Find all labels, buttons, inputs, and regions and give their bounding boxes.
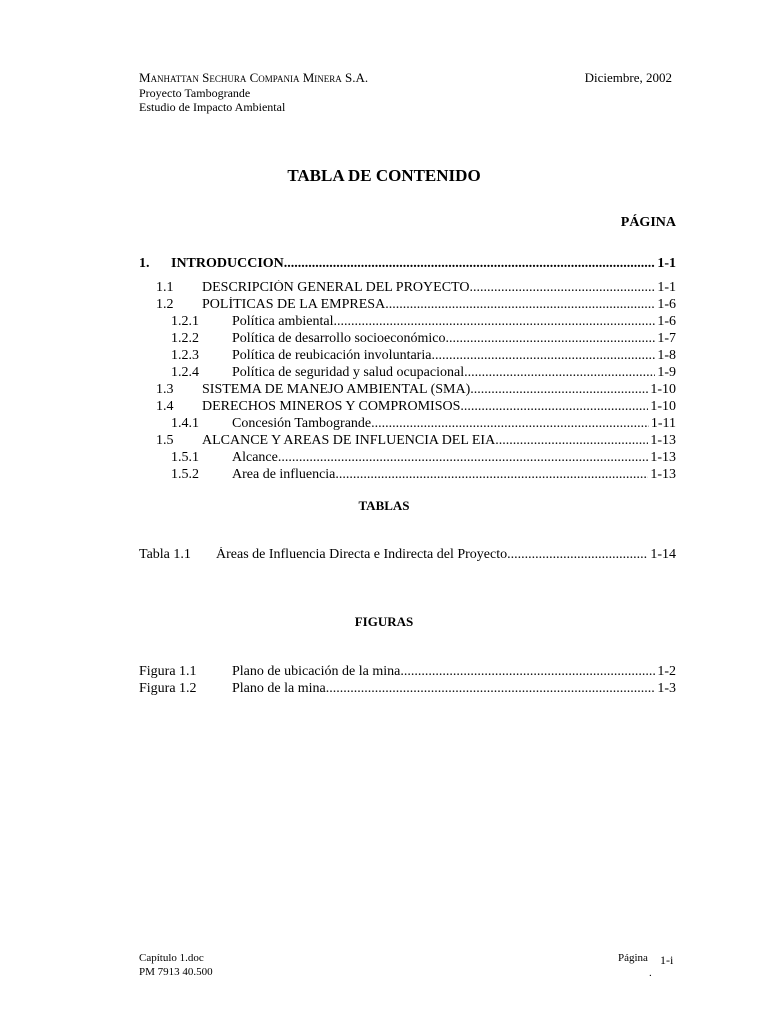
toc-entry <box>0 348 768 366</box>
toc-entry-title: DERECHOS MINEROS Y COMPROMISOS <box>202 399 461 414</box>
company-name-part: Compania <box>249 70 303 85</box>
toc-entry-page: 1-8 <box>657 348 676 363</box>
footer-page-label: Página <box>618 952 648 964</box>
toc-entry-title: ALCANCE Y AREAS DE INFLUENCIA DEL EIA <box>202 433 496 448</box>
toc-entry-title: Política de desarrollo socioeconómico <box>232 331 446 346</box>
toc-entry-leader <box>445 331 655 347</box>
toc-entry <box>0 382 768 400</box>
toc-entry <box>0 314 768 332</box>
figura-entry-title: Plano de la mina <box>232 681 326 696</box>
toc-entry-leader <box>464 365 655 381</box>
toc-entry <box>0 365 768 383</box>
toc-entry-leader <box>278 450 648 466</box>
toc-entry-leader <box>470 382 648 398</box>
toc-entry-number: 1.5.2 <box>171 467 199 482</box>
figuras-heading: FIGURAS <box>354 614 414 629</box>
toc-entry-page: 1-10 <box>650 382 676 397</box>
toc-entry-leader <box>495 433 648 449</box>
tabla-entry-number: Tabla 1.1 <box>139 547 191 562</box>
toc-entry-leader <box>385 297 655 313</box>
toc-entry-number: 1.2.1 <box>171 314 199 329</box>
footer-code: PM 7913 40.500 <box>139 966 213 978</box>
toc-entry <box>0 280 768 298</box>
pagina-column-heading: PÁGINA <box>620 215 676 230</box>
study-name: Estudio de Impacto Ambiental <box>139 100 286 114</box>
toc-entry-title: Concesión Tambogrande <box>232 416 372 431</box>
toc-entry-title: Alcance <box>232 450 278 465</box>
toc-entry-number: 1.1 <box>156 280 174 295</box>
toc-entry <box>0 297 768 315</box>
toc-entry-page: 1-10 <box>650 399 676 414</box>
toc-entry-page: 1-7 <box>657 331 676 346</box>
figura-entry-number: Figura 1.1 <box>139 664 197 679</box>
toc-entry-number: 1.2.2 <box>171 331 199 346</box>
toc-entry-title: Area de influencia <box>232 467 336 482</box>
toc-entry-title: POLÍTICAS DE LA EMPRESA <box>202 297 386 312</box>
company-name-part: Minera S.A. <box>302 70 369 85</box>
toc-entry-title: DESCRIPCIÓN GENERAL DEL PROYECTO <box>202 280 470 295</box>
toc-entry-page: 1-6 <box>657 314 676 329</box>
toc-entry <box>0 331 768 349</box>
toc-entry-page: 1-11 <box>650 416 676 431</box>
figura-entry <box>0 664 768 682</box>
toc-entry <box>0 256 768 274</box>
toc-entry <box>0 433 768 451</box>
toc-entry-page: 1-13 <box>650 450 676 465</box>
document-date: Diciembre, 2002 <box>584 70 672 85</box>
toc-entry-leader <box>431 348 655 364</box>
toc-entry-leader <box>335 467 648 483</box>
toc-entry-title: SISTEMA DE MANEJO AMBIENTAL (SMA) <box>202 382 471 397</box>
toc-entry-number: 1.4.1 <box>171 416 199 431</box>
toc-entry-leader <box>469 280 655 296</box>
company-name <box>139 70 368 85</box>
toc-entry-page: 1-9 <box>657 365 676 380</box>
toc-entry-title: Política ambiental <box>232 314 334 329</box>
toc-entry-number: 1. <box>139 256 150 271</box>
toc-entry-page: 1-1 <box>657 280 676 295</box>
page-title: TABLA DE CONTENIDO <box>287 166 481 185</box>
toc-entry-title: Política de seguridad y salud ocupacional <box>232 365 465 380</box>
toc-entry-number: 1.2.4 <box>171 365 199 380</box>
footer-dot: . <box>649 967 652 979</box>
project-name: Proyecto Tambogrande <box>139 86 251 100</box>
toc-entry-number: 1.2.3 <box>171 348 199 363</box>
toc-entry-title: INTRODUCCION <box>171 256 284 271</box>
figura-entry-leader <box>400 664 655 680</box>
figura-entry-page: 1-2 <box>657 664 676 679</box>
tabla-entry-title: Áreas de Influencia Directa e Indirecta del Proyecto <box>216 547 508 562</box>
figura-entry-leader <box>326 681 656 697</box>
toc-entry-title: Política de reubicación involuntaria <box>232 348 432 363</box>
toc-entry-leader <box>284 256 656 272</box>
toc-entry-page: 1-13 <box>650 433 676 448</box>
toc-entry <box>0 450 768 468</box>
toc-entry <box>0 416 768 434</box>
figura-entry-number: Figura 1.2 <box>139 681 197 696</box>
tabla-entry-page: 1-14 <box>650 547 676 562</box>
toc-entry-number: 1.2 <box>156 297 174 312</box>
toc-entry-number: 1.5 <box>156 433 174 448</box>
toc-entry-page: 1-6 <box>657 297 676 312</box>
toc-entry-number: 1.3 <box>156 382 174 397</box>
tablas-heading: TABLAS <box>358 498 410 513</box>
company-name-part: Manhattan <box>139 70 203 85</box>
figura-entry-page: 1-3 <box>657 681 676 696</box>
tabla-entry-leader <box>507 547 648 563</box>
toc-entry-page: 1-13 <box>650 467 676 482</box>
figura-entry-title: Plano de ubicación de la mina <box>232 664 401 679</box>
toc-entry-leader <box>371 416 649 432</box>
footer-chapter: Capítulo 1.doc <box>139 952 204 964</box>
toc-entry-leader <box>333 314 655 330</box>
toc-entry-number: 1.4 <box>156 399 174 414</box>
company-name-part: Sechura <box>202 70 250 85</box>
toc-entry-page: 1-1 <box>657 256 676 271</box>
footer-page-number: 1-i <box>660 953 674 967</box>
toc-entry <box>0 467 768 485</box>
tabla-entry <box>0 547 768 565</box>
figura-entry <box>0 681 768 699</box>
toc-entry <box>0 399 768 417</box>
toc-entry-leader <box>460 399 648 415</box>
toc-entry-number: 1.5.1 <box>171 450 199 465</box>
